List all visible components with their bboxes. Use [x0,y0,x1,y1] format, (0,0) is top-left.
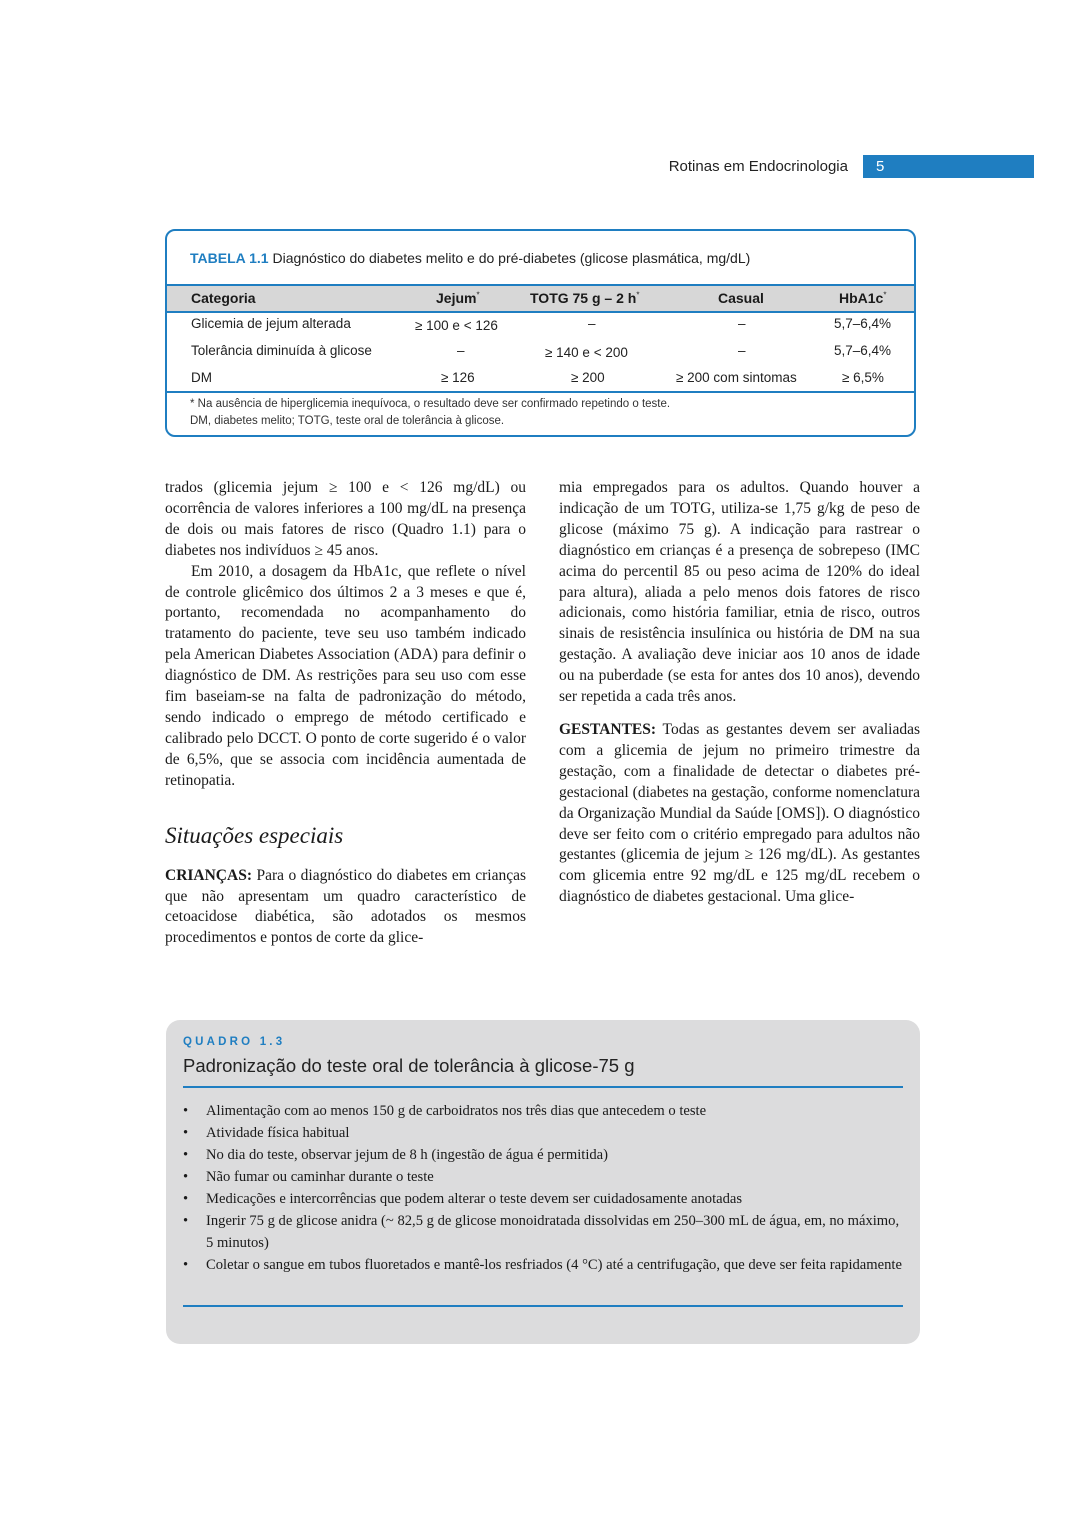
table-footnote: * Na ausência de hiperglicemia inequívoca, o resultado deve ser confirmado repetindo o teste. [190,398,671,410]
running-header-title: Rotinas em Endocrinologia [668,158,848,175]
table-cell: ≥ 200 [571,370,605,385]
col-header-hba1c: HbA1c* [839,290,887,306]
quadro-label: QUADRO 1.3 [183,1036,286,1048]
table-cell: 5,7–6,4% [834,343,892,358]
table-cell: Glicemia de jejum alterada [191,316,351,331]
right-column [559,478,920,908]
table-1-1 [165,229,916,437]
table-cell: ≥ 100 e < 126 [415,318,498,333]
table-cell: – [457,343,465,358]
list-item: • Atividade física habitual [183,1122,903,1144]
table-caption-text: Diagnóstico do diabetes melito e do pré-diabetes (glicose plasmática, mg/dL) [272,250,751,266]
table-label: TABELA 1.1 [190,250,269,266]
table-row [167,311,914,338]
section-title: Situações especiais [165,822,344,848]
col-header-totg: TOTG 75 g – 2 h* [530,290,640,306]
list-item: • Ingerir 75 g de glicose anidra (~ 82,5 g de glicose monoidratada dissolvidas em 250–300 mL de água, em, no máximo, 5 minutos) [183,1210,903,1254]
left-column [165,478,526,949]
paragraph: Em 2010, a dosagem da HbA1c, que reflete o nível de controle glicêmico dos últimos 2 a 3 meses e que é, portanto, recomendada no acompanhamento do tratamento do paciente, teve seu uso também indicado pela American Diabetes Association (ADA) para definir o diagnóstico de DM. As restrições para seu uso com esse fim baseiam-se na falta de padronização do método, sendo indicado o emprego de método certificado e calibrado pelo DCCT. O ponto de corte sugerido é o valor de 6,5%, que se associa com incidência aumentada de retinopatia. [165,562,526,789]
page-number-bar [863,155,1034,178]
table-cell: Tolerância diminuída à glicose [191,343,372,358]
table-cell: ≥ 200 com sintomas [676,370,797,385]
quadro-bottom-rule [183,1305,903,1307]
paragraph: mia empregados para os adultos. Quando houver a indicação de um TOTG, utiliza-se 1,75 g/kg de peso de glicose (máximo 75 g). A indicação para rastrear o diagnóstico em crianças é a presença de sobrepeso (IMC acima do percentil 85 ou peso acima de 120% do ideal para altura), aliada a pelo menos dois fatores de risco adicionais, como história familiar, etnia de risco, outros sinais de resistência insulínica ou história de DM na sua gestação. A avaliação deve iniciar aos 10 anos de idade ou na puberdade (se esta for antes dos 10 anos), devendo ser repetida a cada três anos. [559,479,920,706]
quadro-title: Padronização do teste oral de tolerância à glicose-75 g [183,1055,635,1076]
paragraph-criancas: CRIANÇAS: Para o diagnóstico do diabetes em crianças que não apresentam um quadro característico de cetoacidose diabética, são adotados os mesmos procedimentos e pontos de corte da glice- [165,866,526,947]
paragraph-lead: CRIANÇAS: [165,866,252,884]
table-row [167,365,914,392]
table-cell: – [738,316,746,331]
quadro-1-3 [166,1020,920,1344]
list-item: • Alimentação com ao menos 150 g de carboidratos nos três dias que antecedem o teste [183,1100,903,1122]
quadro-top-rule [183,1086,903,1088]
table-cell: ≥ 126 [441,370,475,385]
table-cell: – [588,316,596,331]
paragraph-lead: GESTANTES: [559,720,657,738]
table-cell: 5,7–6,4% [834,316,892,331]
table-cell: ≥ 140 e < 200 [545,345,628,360]
col-header-categoria: Categoria [191,290,256,306]
list-item: • Medicações e intercorrências que podem alterar o teste devem ser cuidadosamente anotadas [183,1188,903,1210]
table-caption [190,250,750,266]
paragraph-gestantes: GESTANTES: Todas as gestantes devem ser avaliadas com a glicemia de jejum no primeiro trimestre da gestação, com a finalidade de detectar o diabetes pré-gestacional (diabetes na gestação, conforme nomenclatura da Organização Mundial da Saúde [OMS]). O diagnóstico deve ser feito com o critério empregado para adultos não gestantes (glicemia de jejum ≥ 126 mg/dL). As gestantes com glicemia entre 92 mg/dL e 125 mg/dL recebem o diagnóstico de diabetes gestacional. Uma glice- [559,720,920,906]
paragraph: trados (glicemia jejum ≥ 100 e < 126 mg/dL) ou ocorrência de valores inferiores a 100 mg/dL na presença de dois ou mais fatores de risco (Quadro 1.1) para o diabetes nos indivíduos ≥ 45 anos. [165,479,526,559]
table-footer-divider [167,391,914,393]
table-cell: ≥ 6,5% [842,370,884,385]
col-header-jejum: Jejum* [436,290,480,306]
table-cell: DM [191,370,212,385]
list-item: • Não fumar ou caminhar durante o teste [183,1166,903,1188]
table-cell: – [738,343,746,358]
list-item: • Coletar o sangue em tubos fluoretados e mantê-los resfriados (4 °C) até a centrifugação, que deve ser feita rapidamente [183,1254,903,1276]
list-item: • No dia do teste, observar jejum de 8 h (ingestão de água é permitida) [183,1144,903,1166]
quadro-list [183,1100,903,1276]
col-header-casual: Casual [718,290,764,306]
table-header-row [167,284,914,313]
table-row [167,338,914,365]
page-number: 5 [876,158,885,175]
table-abbreviations: DM, diabetes melito; TOTG, teste oral de tolerância à glicose. [190,415,505,427]
